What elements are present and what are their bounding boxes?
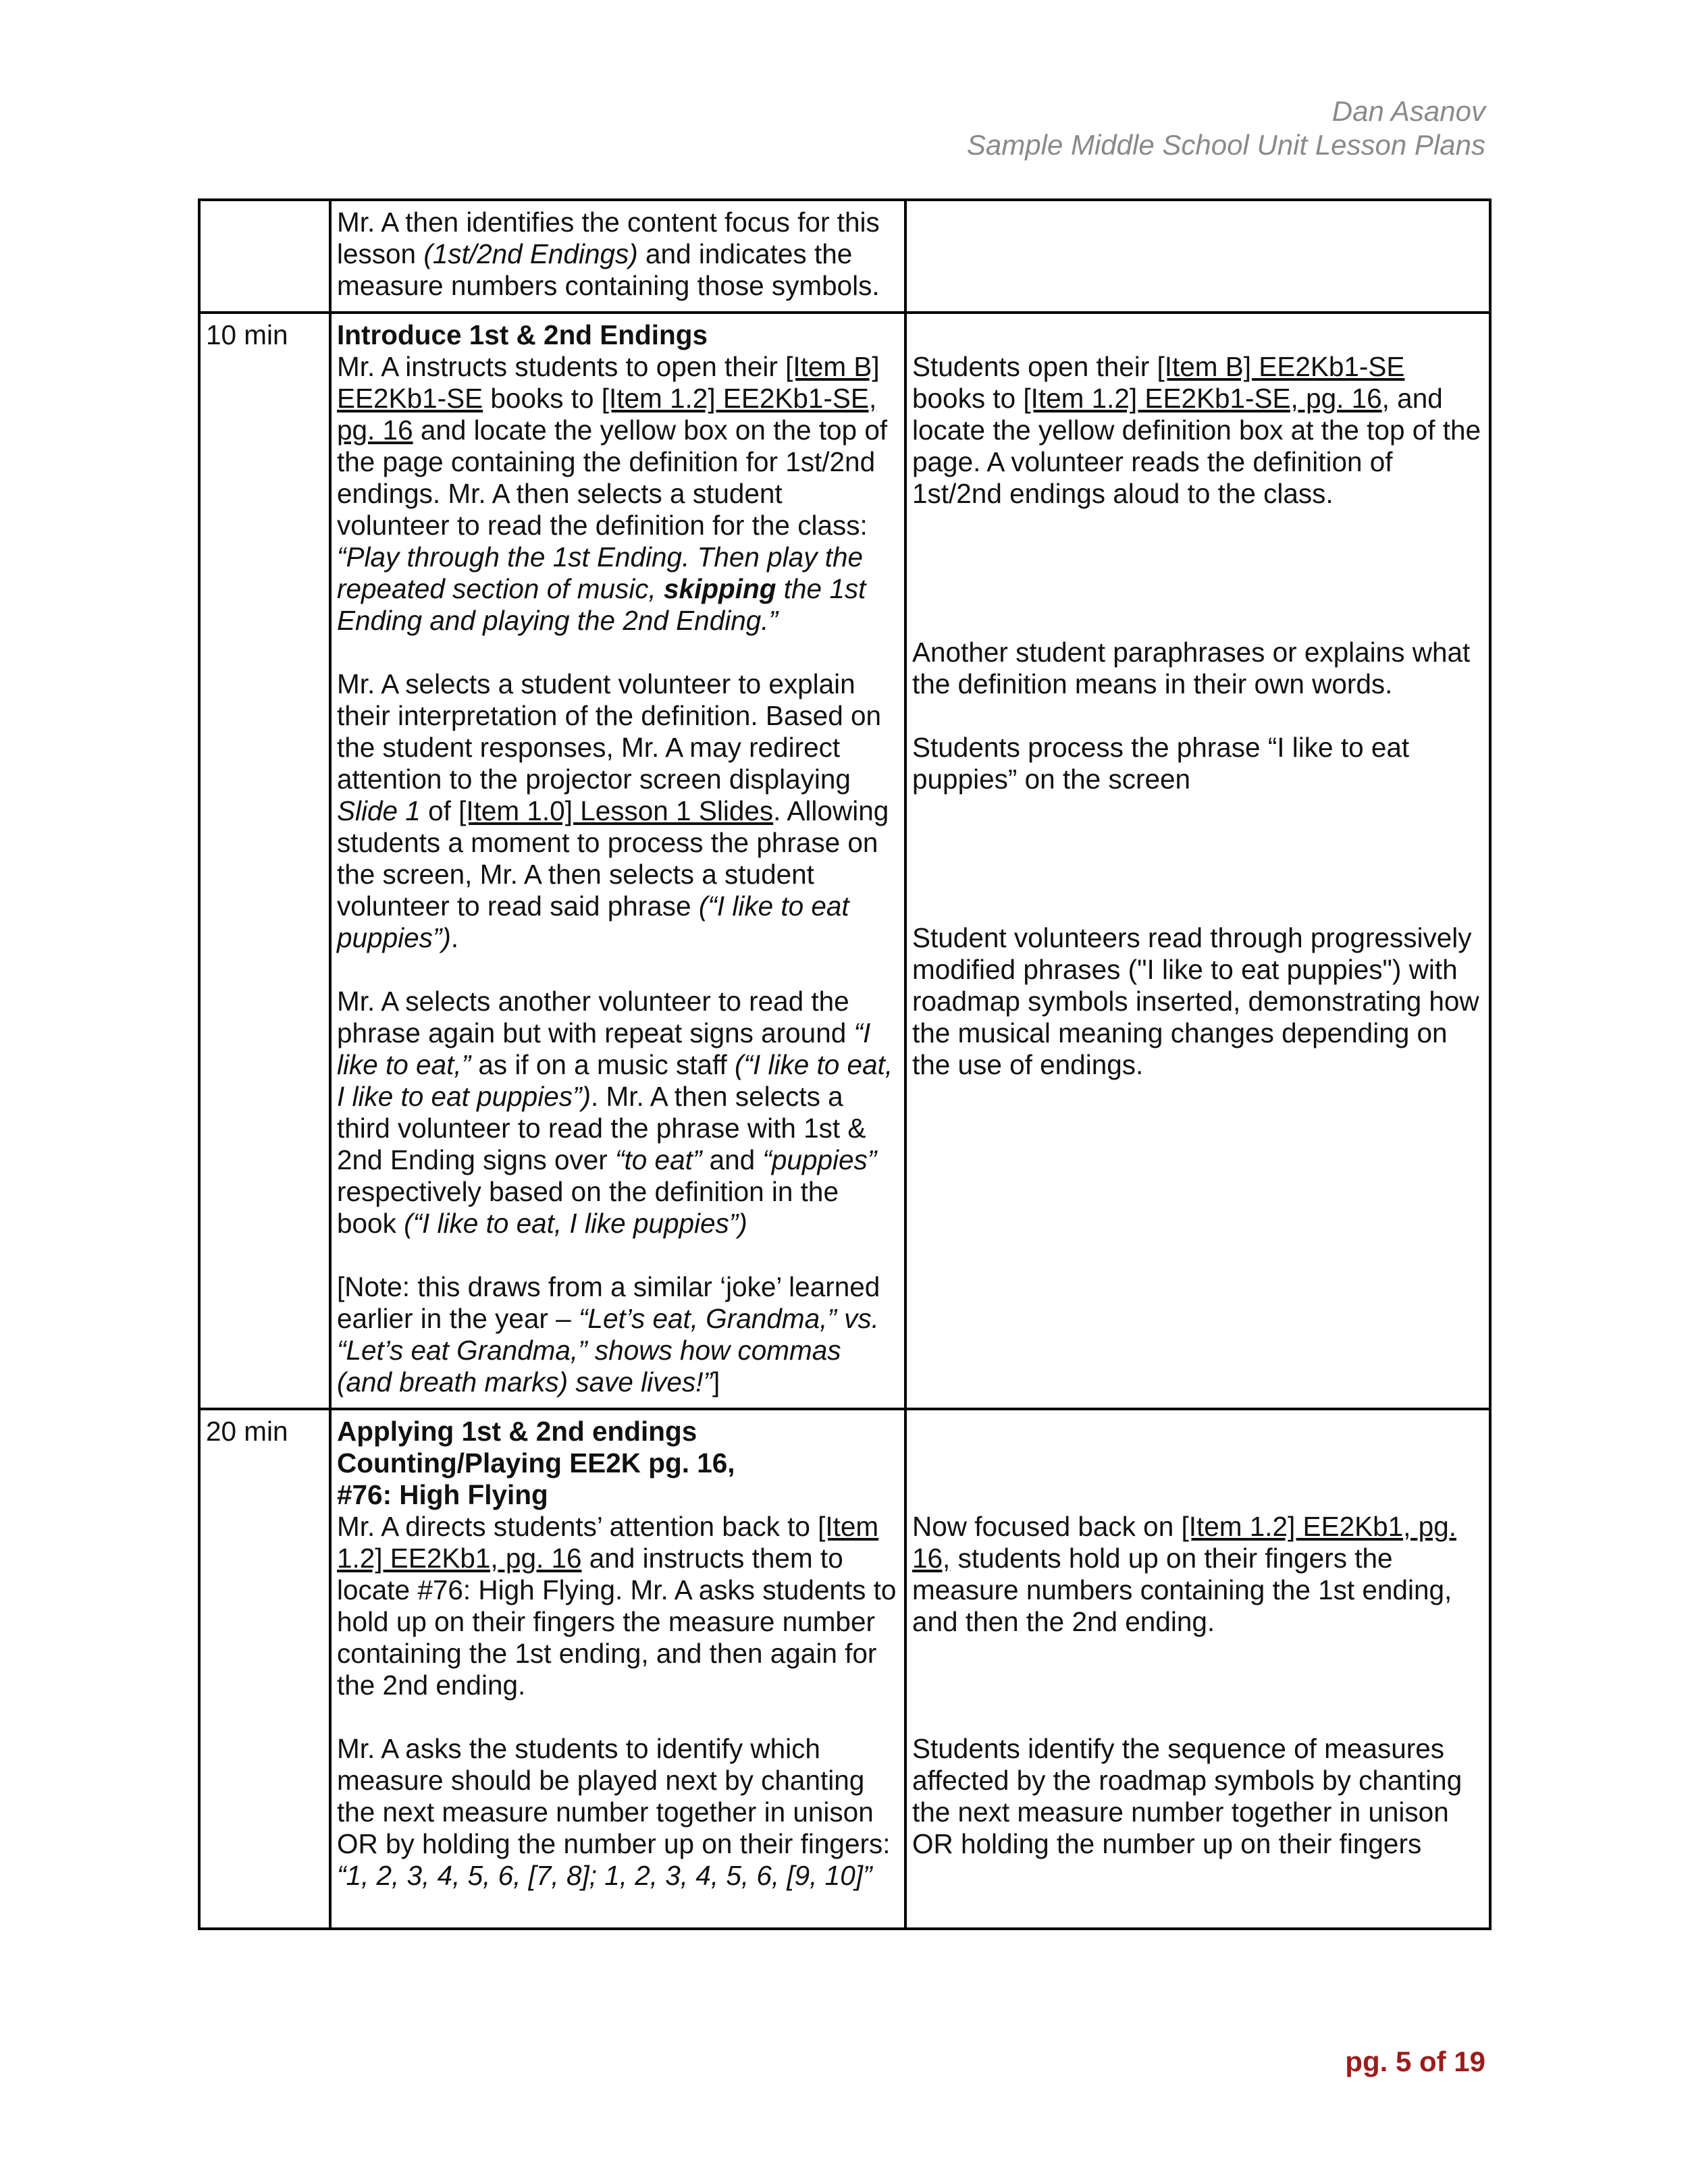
teacher-paragraph [337,351,899,637]
teacher-text: respectively based on the definition in the book [337,1176,839,1239]
item-link[interactable]: [Item B] EE2Kb1-SE [337,351,880,414]
spacer [912,1447,1483,1479]
student-paragraph: Student volunteers read through progressively modified phrases ("I like to eat puppies") with roadmap symbols inserted, demonstrating how the musical meaning changes depending on the use of endings. [912,922,1479,1080]
student-paragraph [912,1511,1483,1638]
teacher-text: . Allowing students a moment to process the phrase on the screen, Mr. A then selects a student volunteer to read said phrase [337,795,889,922]
teacher-cell [330,313,905,1409]
count-italic: “1, 2, 3, 4, 5, 6, [7, 8]; 1, 2, 3, 4, 5, 6, [9, 10]” [337,1860,872,1891]
student-cell [905,1409,1490,1929]
teacher-text: Mr. A directs students’ attention back to [337,1511,818,1542]
student-text: books to [912,383,1024,414]
item-link[interactable]: [Item 1.0] Lesson 1 Slides [458,795,774,826]
teacher-text: and locate the yellow box on the top of the page containing the definition for 1st/2nd endings. Mr. A then selects a student volunteer to read the definition for the class: [337,415,888,541]
student-paragraph: Another student paraphrases or explains what the definition means in their own words. [912,637,1471,699]
teacher-text: . [450,922,459,953]
teacher-text: and indicates the measure numbers containing those symbols. [337,238,880,301]
teacher-text: Mr. A asks the students to identify which measure should be played next by chanting the next measure number together in unison OR by holding the number up on their fingers: [337,1733,891,1859]
teacher-text: and instructs them to locate #76: High Flying. Mr. A asks students to hold up on their fingers the measure number containing the 1st ending, and then again for the 2nd ending. [337,1543,897,1701]
header-author: Dan Asanov [1331,95,1485,127]
item-link[interactable]: [Item 1.2] EE2Kb1, pg. 16, [912,1511,1456,1574]
teacher-text: [Note: this draws from a similar ‘joke’ learned earlier in the year – [337,1271,880,1334]
student-text: Now focused back on [912,1511,1182,1542]
teacher-cell [330,1409,905,1929]
item-link[interactable]: [Item 1.2] EE2Kb1, pg. 16 [337,1511,879,1574]
teacher-text: Mr. A then identifies the content focus for this lesson [337,207,880,269]
definition-quote: “Play through the 1st Ending. Then play the repeated section of music, [337,541,863,604]
page-header [967,95,1485,162]
teacher-paragraph [337,1733,899,1892]
spacer [912,510,1483,541]
table-row [199,1409,1490,1929]
note-italic: “Let’s eat, Grandma,” vs. “Let’s eat Grandma,” shows how commas (and breath marks) save lives!” [337,1303,879,1397]
section-heading: Counting/Playing EE2K pg. 16, [337,1447,735,1479]
section-heading: #76: High Flying [337,1479,548,1510]
teacher-paragraph [337,1511,899,1701]
spacer [337,1701,899,1733]
teacher-text: ] [712,1366,720,1397]
section-heading: Applying 1st & 2nd endings [337,1416,697,1447]
student-cell [905,313,1490,1409]
student-paragraph: Students identify the sequence of measures affected by the roadmap symbols by chanting the next measure number together in unison OR holding the number up on their fingers [912,1733,1462,1859]
spacer [912,1638,1483,1670]
teacher-text: of [420,795,459,826]
spacer [912,700,1483,732]
time-cell: 10 min [199,313,330,1409]
teacher-paragraph [337,986,899,1240]
header-subtitle: Sample Middle School Unit Lesson Plans [966,129,1485,161]
teacher-text: . Mr. A then selects a third volunteer to read the phrase with 1st & 2nd Ending signs over [337,1081,866,1175]
spacer [912,1416,1483,1447]
student-text: students hold up on their fingers the measure numbers containing the 1st ending, and then the 2nd ending. [912,1543,1452,1637]
spacer [912,541,1483,573]
item-link[interactable]: [Item B] EE2Kb1-SE [1157,351,1405,382]
spacer [337,637,899,668]
table-row [199,313,1490,1409]
teacher-text: Mr. A selects another volunteer to read the phrase again but with repeat signs around [337,986,854,1048]
teacher-note [337,1271,899,1398]
slide-ref: Slide 1 [337,795,421,826]
time-cell [199,200,330,313]
student-paragraph: Students process the phrase “I like to eat puppies” on the screen [912,732,1410,795]
page-number: pg. 5 of 19 [1345,2046,1485,2077]
student-text: Students open their [912,351,1157,382]
phrase-italic: “to eat” [615,1144,702,1175]
spacer [337,954,899,986]
phrase-italic: (“I like to eat puppies”) [337,890,849,953]
spacer [912,319,1483,351]
phrase-italic: “puppies” [762,1144,877,1175]
table-row [199,200,1490,313]
teacher-text: and [702,1144,763,1175]
teacher-paragraph [337,668,899,954]
spacer [912,795,1483,827]
phrase-italic: “I like to eat,” [337,1017,871,1080]
teacher-text: books to [483,383,602,414]
spacer [912,1701,1483,1733]
lesson-plan-table [198,198,1492,1930]
spacer [337,1240,899,1271]
spacer [912,1479,1483,1511]
section-heading: Introduce 1st & 2nd Endings [337,319,708,350]
student-text: , and locate the yellow definition box at the top of the page. A volunteer reads the definition of 1st/2nd endings aloud to the class. [912,383,1481,509]
spacer [912,890,1483,922]
item-link[interactable]: [Item 1.2] EE2Kb1-SE, pg. 16 [337,383,877,446]
student-paragraph [912,351,1483,510]
phrase-italic: (“I like to eat, I like to eat puppies”) [337,1049,893,1112]
item-link[interactable]: [Item 1.2] EE2Kb1-SE, pg. 16 [1023,383,1382,414]
time-cell: 20 min [199,1409,330,1929]
teacher-cell [330,200,905,313]
teacher-italic: (1st/2nd Endings) [423,238,638,269]
spacer [912,605,1483,637]
definition-quote: the 1st Ending and playing the 2nd Ending.” [337,573,866,636]
student-cell [905,200,1490,313]
teacher-text: Mr. A selects a student volunteer to explain their interpretation of the definition. Based on the student responses, Mr. A may redirect attention to the projector screen displaying [337,668,882,795]
spacer [912,827,1483,859]
spacer [912,1670,1483,1701]
spacer [912,859,1483,890]
phrase-italic: (“I like to eat, I like puppies”) [404,1208,747,1239]
teacher-text: as if on a music staff [471,1049,735,1080]
definition-quote-bold: skipping [664,573,776,604]
teacher-text: Mr. A instructs students to open their [337,351,786,382]
spacer [912,573,1483,605]
